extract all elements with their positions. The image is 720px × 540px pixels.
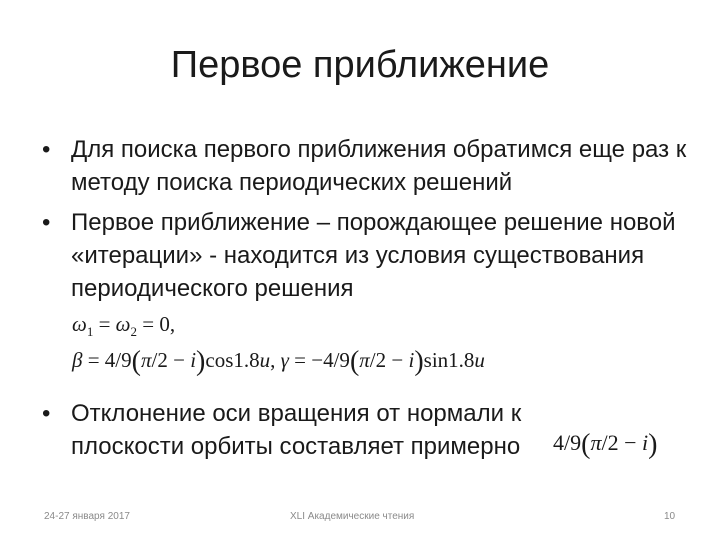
bullet-text-1: Для поиска первого приближения обратимся еще раз к методу поиска периодических решений [71,136,687,196]
slide-title: Первое приближение [170,44,550,86]
bullet-text-3: Отклонение оси вращения от нормали к плоскости орбиты составляет примерно [71,400,522,460]
bullet-text-2: Первое приближение – порождающее решение новой «итерации» - находится из условия существования периодического решения [71,209,676,302]
formula-beta-gamma: β = 4/9(π/2 − i)cos1.8u, γ = −4/9(π/2 − i)sin1.8u [72,346,485,377]
bullet-marker: • [42,136,51,163]
formula-inline-deviation: 4/9(π/2 − i) [553,429,658,460]
footer-page-number: 10 [664,511,676,522]
bullet-marker: • [42,400,51,427]
footer-date: 24-27 января 2017 [44,511,130,522]
bullet-marker: • [42,209,51,236]
footer-event: XLI Академические чтения [290,511,415,522]
formula-omega: $\omega_1 = \omega_2 = 0$, [72,312,176,340]
